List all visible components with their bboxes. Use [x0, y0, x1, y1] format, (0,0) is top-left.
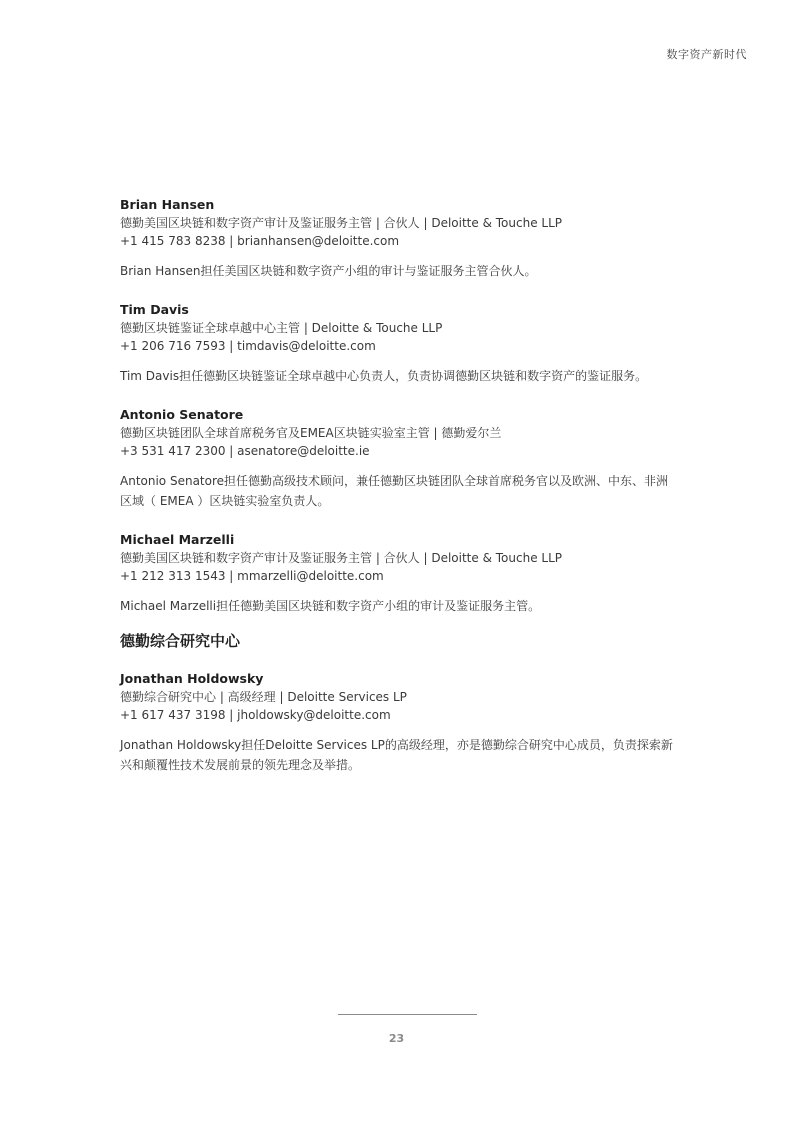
- contact-phone-email: +1 415 783 8238 | brianhansen@deloitte.com: [120, 234, 400, 248]
- contacts-content: [120, 196, 680, 795]
- contact-bio: Tim Davis担任德勤区块链鉴证全球卓越中心负责人，负责协调德勤区块链和数字资产的鉴证服务。: [120, 369, 648, 383]
- contact-phone-email: +1 212 313 1543 | mmarzelli@deloitte.com: [120, 569, 384, 583]
- contact-phone-email: +1 206 716 7593 | timdavis@deloitte.com: [120, 339, 376, 353]
- contact-bio: Michael Marzelli担任德勤美国区块链和数字资产小组的审计及鉴证服务主管。: [120, 599, 541, 613]
- contact-name: Michael Marzelli: [120, 532, 235, 547]
- contact-tim-davis: [120, 301, 680, 386]
- contact-title: 德勤美国区块链和数字资产审计及鉴证服务主管 | 合伙人 | Deloitte & Touche LLP: [120, 551, 563, 565]
- contact-name: Jonathan Holdowsky: [120, 671, 264, 686]
- contact-brian-hansen: [120, 196, 680, 281]
- footer-divider: [338, 1014, 477, 1015]
- contact-name: Tim Davis: [120, 302, 189, 317]
- contact-antonio-senatore: [120, 406, 680, 511]
- page-number: 23: [388, 1032, 405, 1045]
- contact-title: 德勤综合研究中心 | 高级经理 | Deloitte Services LP: [120, 690, 407, 704]
- contact-title: 德勤美国区块链和数字资产审计及鉴证服务主管 | 合伙人 | Deloitte & Touche LLP: [120, 216, 563, 230]
- contact-title: 德勤区块链鉴证全球卓越中心主管 | Deloitte & Touche LLP: [120, 321, 443, 335]
- research-section-heading: 德勤综合研究中心: [120, 632, 241, 650]
- contact-bio: Jonathan Holdowsky担任Deloitte Services LP的高级经理，亦是德勤综合研究中心成员，负责探索新兴和颠覆性技术发展前景的领先理念及举措。: [120, 738, 673, 772]
- contact-bio: Antonio Senatore担任德勤高级技术顾问，兼任德勤区块链团队全球首席税务官以及欧洲、中东、非洲区域（ EMEA ）区块链实验室负责人。: [120, 474, 669, 508]
- contact-name: Antonio Senatore: [120, 407, 244, 422]
- contact-phone-email: +1 617 437 3198 | jholdowsky@deloitte.com: [120, 708, 391, 722]
- contact-jonathan-holdowsky: [120, 670, 680, 775]
- contact-title: 德勤区块链团队全球首席税务官及EMEA区块链实验室主管 | 德勤爱尔兰: [120, 426, 502, 440]
- contact-bio: Brian Hansen担任美国区块链和数字资产小组的审计与鉴证服务主管合伙人。: [120, 264, 537, 278]
- running-header-title: 数字资产新时代: [666, 48, 747, 61]
- contact-michael-marzelli: [120, 531, 680, 616]
- contact-phone-email: +3 531 417 2300 | asenatore@deloitte.ie: [120, 444, 370, 458]
- contact-name: Brian Hansen: [120, 197, 215, 212]
